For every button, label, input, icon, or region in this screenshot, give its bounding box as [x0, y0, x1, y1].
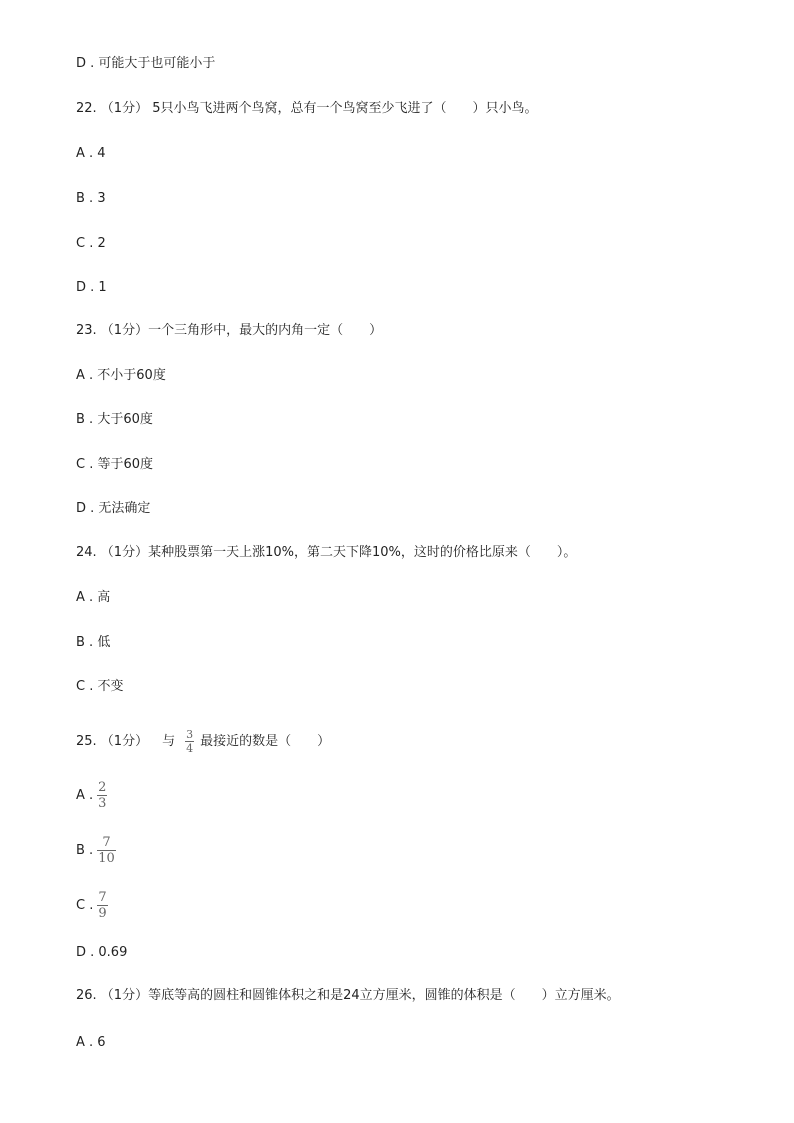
q24-option-b: B . 低: [76, 635, 111, 650]
question-22: 22. （1分） 5只小鸟飞进两个鸟窝，总有一个鸟窝至少飞进了（ ）只小鸟。: [76, 101, 538, 116]
q25-frac-num: 3: [186, 728, 194, 741]
q25-option-d: D . 0.69: [76, 945, 128, 960]
q25-suffix: 最接近的数是（ ）: [200, 734, 331, 749]
q25-b-den: 10: [98, 851, 115, 866]
q25-with: 与: [162, 734, 176, 749]
q25-frac-den: 4: [186, 742, 194, 755]
q25-option-a: [76, 776, 107, 816]
q23-option-a: A . 不小于60度: [76, 368, 166, 383]
q25-option-a-label: A .: [76, 788, 94, 803]
q23-option-c: C . 等于60度: [76, 457, 154, 472]
q25-c-num: 7: [98, 890, 107, 905]
question-26: 26. （1分）等底等高的圆柱和圆锥体积之和是24立方厘米，圆锥的体积是（ ）立方厘米。: [76, 988, 620, 1003]
q25-option-a-fraction: [97, 781, 107, 810]
q25-option-c: [76, 886, 108, 926]
question-23: 23. （1分）一个三角形中，最大的内角一定（ ）: [76, 323, 383, 338]
q23-option-d: D . 无法确定: [76, 501, 151, 516]
q25-a-num: 2: [98, 780, 107, 795]
q22-option-c: C . 2: [76, 236, 106, 251]
question-24: 24. （1分）某种股票第一天上涨10%，第二天下降10%，这时的价格比原来（ ）。: [76, 545, 577, 560]
q22-option-d: D . 1: [76, 280, 107, 295]
q21-option-d: D . 可能大于也可能小于: [76, 56, 216, 71]
q22-option-a: A . 4: [76, 146, 106, 161]
q23-option-b: B . 大于60度: [76, 412, 153, 427]
question-25: [76, 722, 330, 762]
q26-option-a: A . 6: [76, 1035, 106, 1050]
q22-option-b: B . 3: [76, 191, 106, 206]
q25-option-c-label: C .: [76, 898, 94, 913]
q25-c-den: 9: [98, 906, 107, 921]
q25-prefix: 25. （1分）: [76, 734, 149, 749]
q24-option-a: A . 高: [76, 590, 111, 605]
q25-option-b-label: B .: [76, 843, 94, 858]
q25-option-b: [76, 831, 116, 871]
q25-a-den: 3: [98, 796, 107, 811]
q24-option-c: C . 不变: [76, 679, 124, 694]
q25-b-num: 7: [102, 835, 111, 850]
q25-fraction: [185, 729, 194, 754]
q25-option-b-fraction: [97, 836, 116, 865]
q25-option-c-fraction: [97, 891, 107, 920]
